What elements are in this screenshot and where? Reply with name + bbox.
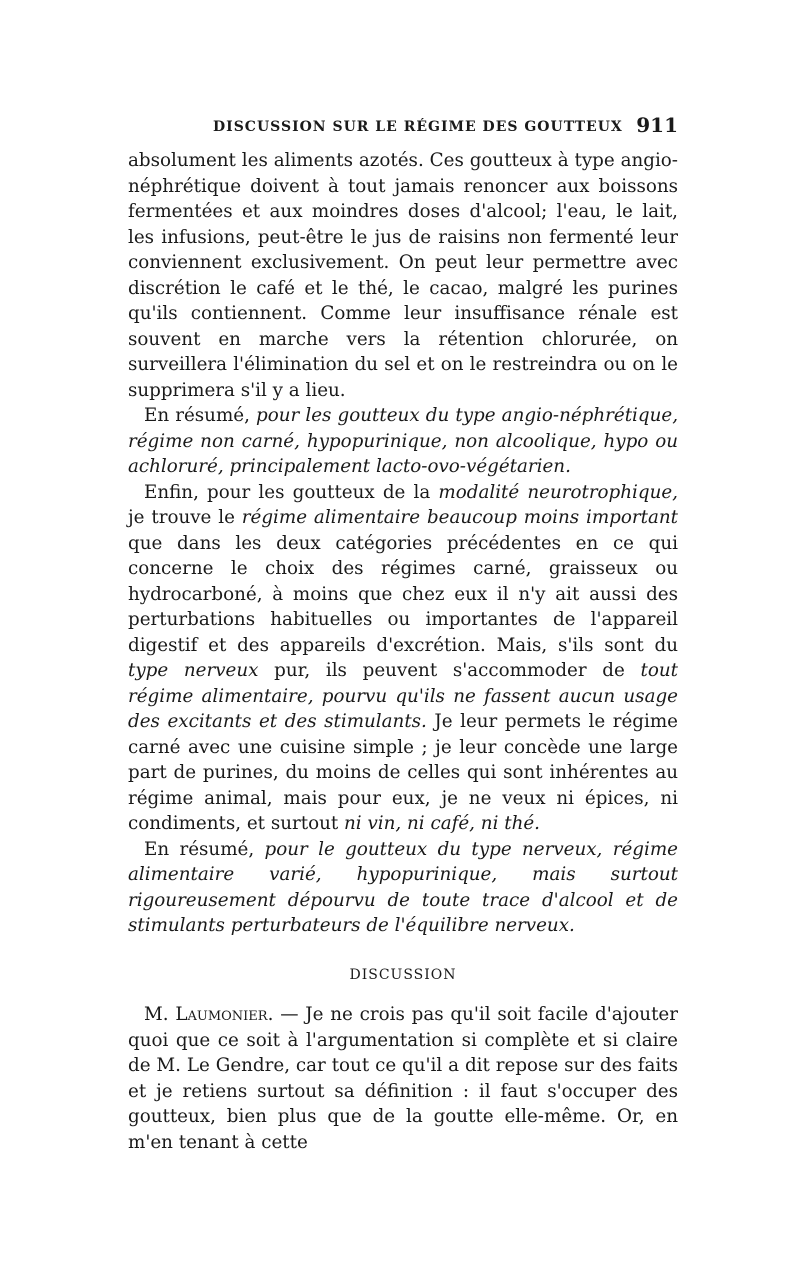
- body-text: [128, 148, 678, 1155]
- paragraph-1-text: absolument les aliments azotés. Ces goutteux à type angio-néphrétique doivent à tout jamais renoncer aux boissons fermentées et aux moindres doses d'alcool; l'eau, le lait, les infusions, peut-être le jus de raisins non fermenté leur conviennent exclusivement. On peut leur permettre avec discrétion le café et le thé, le cacao, malgré les purines qu'ils contiennent. Comme leur insuffisance rénale est souvent en marche vers la rétention chlorurée, on surveillera l'élimination du sel et on le restreindra ou on le supprimera s'il y a lieu.: [128, 150, 678, 401]
- neuro-italic-5: ni vin, ni café, ni thé.: [344, 813, 540, 834]
- page-header: [128, 113, 678, 143]
- neuro-text-1: Enfin, pour les goutteux de la: [144, 481, 439, 503]
- neuro-text-4: pur, ils peuvent s'accommoder de: [258, 660, 641, 681]
- paragraph-summary-angio: [128, 403, 678, 480]
- speaker-name: M. Laumonier.: [144, 1004, 274, 1025]
- neuro-italic-4: tout régime alimentaire, pourvu qu'ils ne fassent aucun usage des excitants et des stimulants.: [128, 660, 678, 732]
- neuro-text-2: je trouve le: [128, 507, 242, 528]
- running-title: DISCUSSION SUR LE RÉGIME DES GOUTTEUX: [213, 119, 623, 135]
- paragraph-summary-nerveux: [128, 837, 678, 939]
- neuro-text-5: Je leur permets le régime carné avec une cuisine simple ; je leur concède une large part de purines, du moins de celles qui sont inhérentes au régime animal, mais pour eux, je ne veux ni épices, ni condiments, et surtout: [128, 711, 679, 834]
- neuro-italic-1: modalité neurotrophique,: [438, 481, 678, 503]
- neuro-italic-2: régime alimentaire beaucoup moins important: [241, 507, 678, 528]
- summary-angio-lead: En résumé,: [144, 405, 257, 426]
- summary-angio-italic: pour les goutteux du type angio-néphrétique, régime non carné, hypopurinique, non alcoolique, hypo ou achloruré, principalement lacto-ovo-végétarien.: [128, 405, 679, 477]
- summary-nerveux-italic: pour le goutteux du type nerveux, régime alimentaire varié, hypopurinique, mais surtout rigoureusement dépourvu de toute trace d'alcool et de stimulants perturbateurs de l'équilibre nerveux.: [128, 838, 678, 936]
- paragraph-neurotrophique: [128, 480, 678, 837]
- paragraph-1: [128, 148, 678, 403]
- summary-nerveux-lead: En résumé,: [144, 838, 265, 860]
- discussion-text: — Je ne crois pas qu'il soit facile d'ajouter quoi que ce soit à l'argumentation si complète et si claire de M. Le Gendre, car tout ce qu'il a dit repose sur des faits et je retiens surtout sa définition : il faut s'occuper des goutteux, bien plus que de la goutte elle-même. Or, en m'en tenant à cette: [128, 1004, 678, 1153]
- paragraph-discussion: [128, 1002, 678, 1155]
- neuro-italic-3: type nerveux: [128, 660, 259, 681]
- neuro-text-3: que dans les deux catégories précédentes en ce qui concerne le choix des régimes carné, graisseux ou hydrocarboné, à moins que chez eux il n'y ait aussi des perturbations habituelles ou importantes de l'appareil digestif et des appareils d'excrétion. Mais, s'ils sont du: [128, 532, 678, 656]
- section-title: DISCUSSION: [349, 966, 457, 983]
- page-number: 911: [636, 113, 678, 137]
